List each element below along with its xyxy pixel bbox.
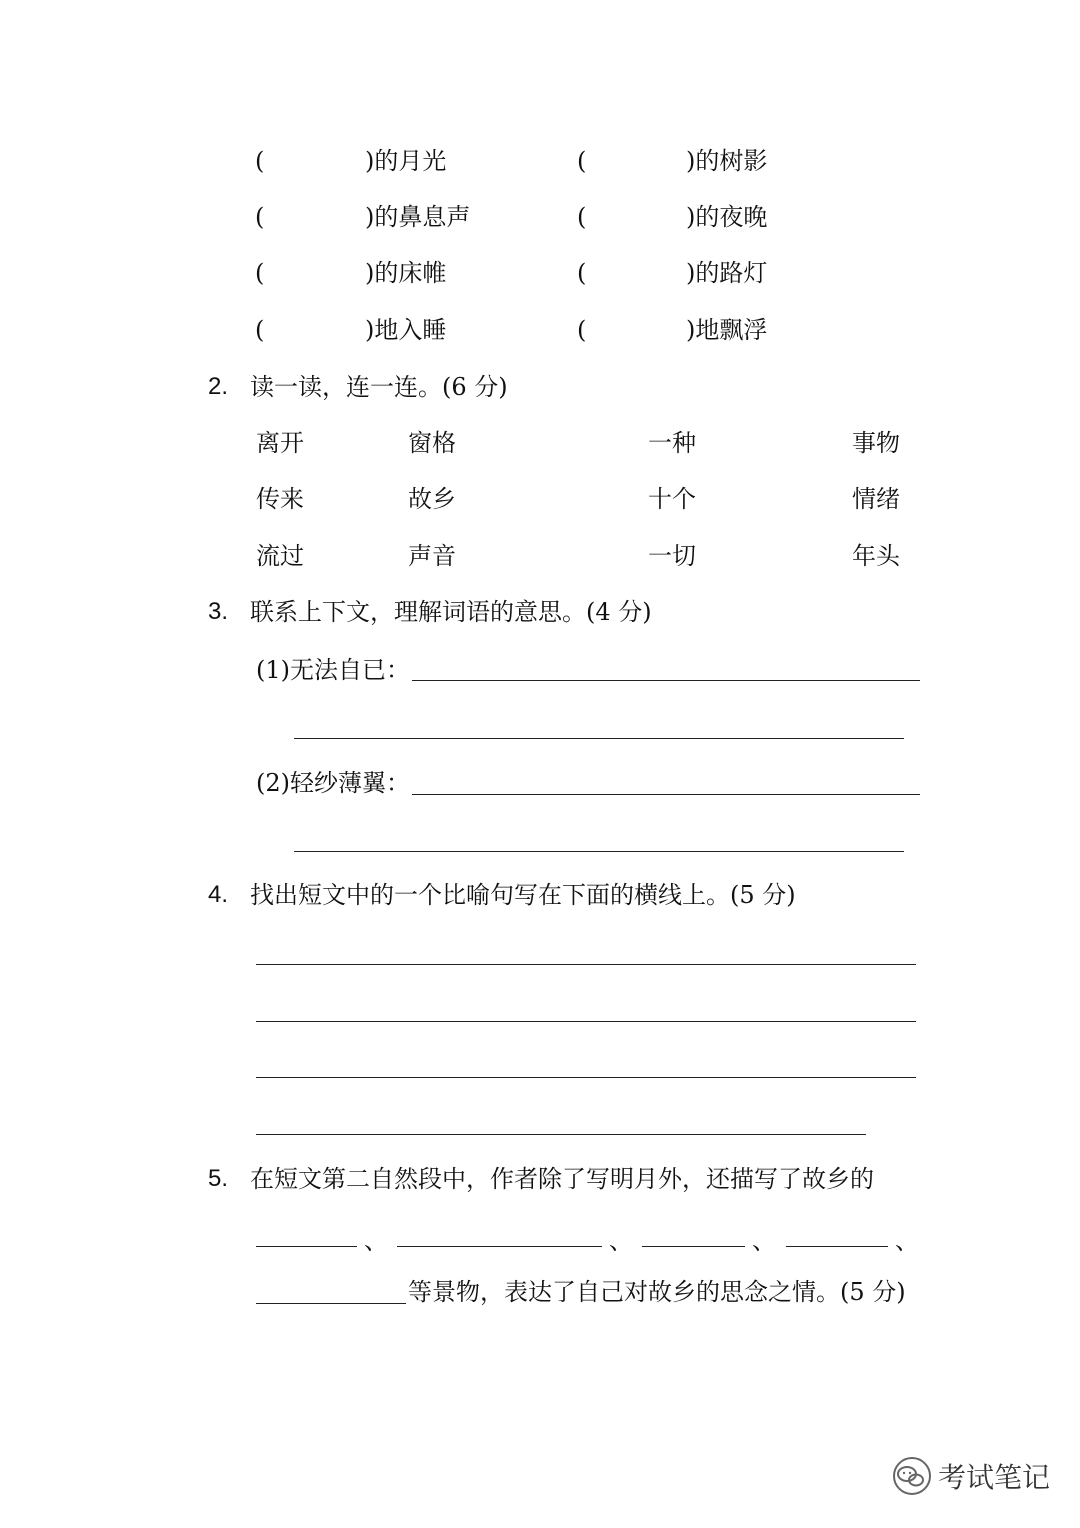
blank-line[interactable] (256, 1303, 406, 1304)
fill-item-text: )的夜晚 (686, 203, 768, 231)
match-word[interactable]: 声音 (408, 542, 456, 570)
match-word[interactable]: 情绪 (852, 485, 900, 513)
question-number: 5. (208, 1165, 229, 1192)
blank-line[interactable] (642, 1246, 745, 1247)
paren-open: ( (255, 203, 265, 231)
fill-item-text: )地入睡 (365, 316, 447, 344)
question-text: 在短文第二自然段中，作者除了写明月外，还描写了故乡的 (250, 1165, 874, 1193)
separator: 、 (752, 1227, 776, 1255)
paren-open: ( (577, 259, 587, 287)
fill-item-text: )地飘浮 (686, 316, 768, 344)
match-word[interactable]: 流过 (256, 542, 304, 570)
separator: 、 (364, 1227, 388, 1255)
match-word[interactable]: 一种 (648, 429, 696, 457)
question-number: 2. (208, 373, 229, 400)
paren-open: ( (255, 316, 265, 344)
blank-line[interactable] (397, 1246, 602, 1247)
answer-line[interactable] (256, 1134, 866, 1135)
paren-open: ( (577, 147, 587, 175)
match-word[interactable]: 十个 (648, 485, 696, 513)
match-word[interactable]: 年头 (852, 542, 900, 570)
match-word[interactable]: 一切 (648, 542, 696, 570)
question-text-tail: 等景物，表达了自己对故乡的思念之情。(5 分) (408, 1278, 906, 1306)
answer-line[interactable] (412, 680, 920, 681)
fill-item-text: )的鼻息声 (365, 203, 471, 231)
match-word[interactable]: 事物 (852, 429, 900, 457)
paren-open: ( (255, 147, 265, 175)
paren-open: ( (577, 203, 587, 231)
separator: 、 (609, 1227, 633, 1255)
fill-item-text: )的树影 (686, 147, 768, 175)
match-word[interactable]: 窗格 (408, 429, 456, 457)
question-number: 4. (208, 881, 229, 908)
question-text: 找出短文中的一个比喻句写在下面的横线上。(5 分) (250, 881, 796, 909)
wechat-icon (888, 1452, 934, 1498)
question-text: 联系上下文，理解词语的意思。(4 分) (250, 598, 652, 626)
answer-line[interactable] (256, 1021, 916, 1022)
match-word[interactable]: 传来 (256, 485, 304, 513)
watermark-text: 考试笔记 (938, 1461, 1051, 1494)
sub-question-label: (2)轻纱薄翼： (256, 769, 410, 797)
paren-open: ( (577, 316, 587, 344)
question-number: 3. (208, 598, 229, 625)
answer-line[interactable] (256, 1077, 916, 1078)
answer-line[interactable] (256, 964, 916, 965)
blank-line[interactable] (786, 1246, 888, 1247)
question-text: 读一读，连一连。(6 分) (250, 373, 508, 401)
fill-item-text: )的月光 (365, 147, 447, 175)
match-word[interactable]: 离开 (256, 429, 304, 457)
fill-item-text: )的路灯 (686, 259, 768, 287)
match-word[interactable]: 故乡 (408, 485, 456, 513)
paren-open: ( (255, 259, 265, 287)
blank-line[interactable] (256, 1246, 357, 1247)
fill-item-text: )的床帷 (365, 259, 447, 287)
sub-question-label: (1)无法自已： (256, 656, 410, 684)
answer-line[interactable] (294, 738, 904, 739)
answer-line[interactable] (294, 851, 904, 852)
answer-line[interactable] (412, 794, 920, 795)
separator: 、 (895, 1227, 919, 1255)
